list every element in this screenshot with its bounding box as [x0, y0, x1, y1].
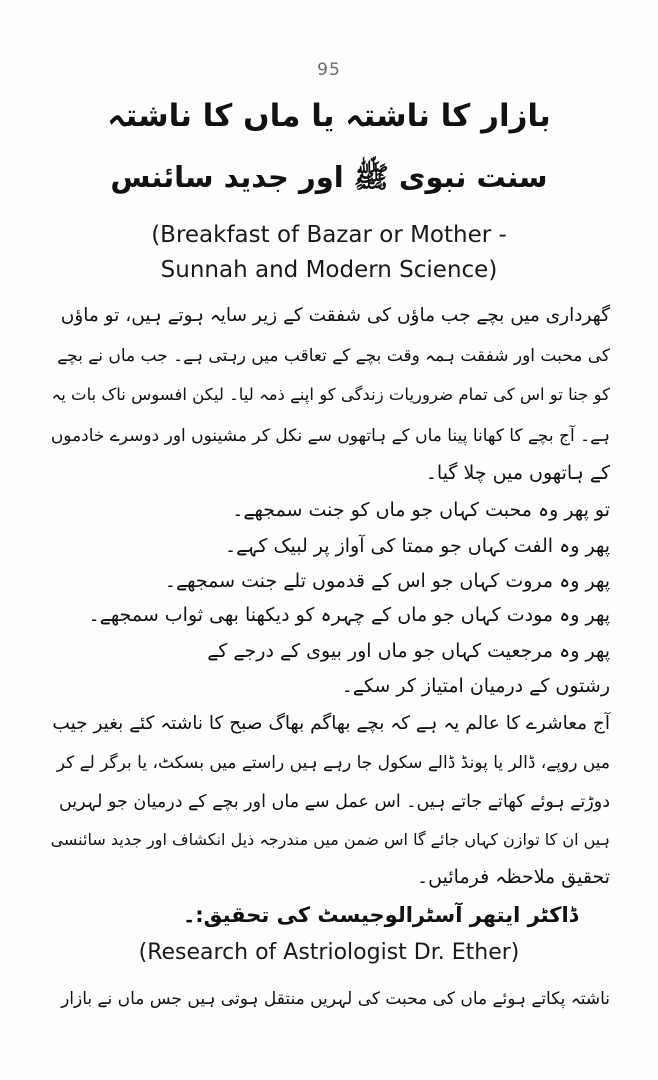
body-line: دوڑتے ہوئے کھاتے جاتے ہیں۔ اس عمل سے ماں اور بچے کے درمیان جو لہریں [58, 792, 610, 812]
body-line: تو پھر وہ محبت کہاں جو ماں کو جنت سمجھے۔ [232, 499, 610, 521]
body-line: ہیں ان کا توازن کہاں جائے گا اس ضمن میں مندرجہ ذیل انکشاف اور جدید سائنسی [50, 830, 610, 849]
body-line: آج معاشرے کا عالم یہ ہے کہ بچے بھاگم بھاگ صبح کا ناشتہ کئے بغیر جیب [52, 713, 610, 734]
body-line: ہے۔ آج بچے کا کھانا پینا ماں کے ہاتھوں سے نکل کر مشینوں اور دوسرے خادموں [50, 426, 610, 446]
body-line: کے ہاتھوں میں چلا گیا۔ [425, 462, 610, 484]
body-line: کی محبت اور شفقت ہمہ وقت بچے کے تعاقب میں رہتی ہے۔ جب ماں نے بچے [57, 346, 610, 366]
urdu-title-line-2: سنت نبوی ﷺ اور جدید سائنس [110, 160, 548, 194]
body-line: رشتوں کے درمیان امتیاز کر سکے۔ [341, 675, 610, 697]
body-line: گھرداری میں بچے جب ماؤں کی شفقت کے زیر سایہ ہوتے ہیں، تو ماؤں [60, 305, 610, 326]
english-title-line-2: Sunnah and Modern Science) [160, 257, 498, 283]
body-line: پھر وہ الفت کہاں جو ممتا کی آواز پر لبیک کہے۔ [224, 535, 610, 557]
body-line: پھر وہ مودت کہاں جو ماں کے چہرہ کو دیکھنا بھی ثواب سمجھے۔ [88, 604, 610, 626]
body-line: کو جنا تو اس کی تمام ضروریات زندگی کو اپنے ذمہ لیا۔ لیکن افسوس ناک بات یہ [51, 385, 610, 404]
urdu-title-line-1: بازار کا ناشتہ یا ماں کا ناشتہ [107, 98, 551, 134]
english-title-line-1: (Breakfast of Bazar or Mother - [151, 222, 507, 248]
body-line: تحقیق ملاحظہ فرمائیں۔ [417, 866, 610, 888]
final-body-line: ناشتہ پکاتے ہوئے ماں کی محبت کی لہریں منتقل ہوتی ہیں جس ماں نے بازار [61, 989, 610, 1009]
body-line: پھر وہ مرجعیت کہاں جو ماں اور بیوی کے درجے کے [207, 640, 610, 662]
body-line: پھر وہ مروت کہاں جو اس کے قدموں تلے جنت سمجھے۔ [164, 570, 610, 592]
research-heading-urdu: ڈاکٹر ایتھر آسٹرالوجیسٹ کی تحقیق:۔ [182, 903, 578, 927]
page-number: 95 [317, 60, 341, 80]
research-heading-english: (Research of Astriologist Dr. Ether) [138, 940, 520, 965]
body-line: میں روپے، ڈالر یا پونڈ ڈالے سکول جا رہے ہیں راستے میں بسکٹ، یا برگر لے کر [56, 753, 610, 773]
